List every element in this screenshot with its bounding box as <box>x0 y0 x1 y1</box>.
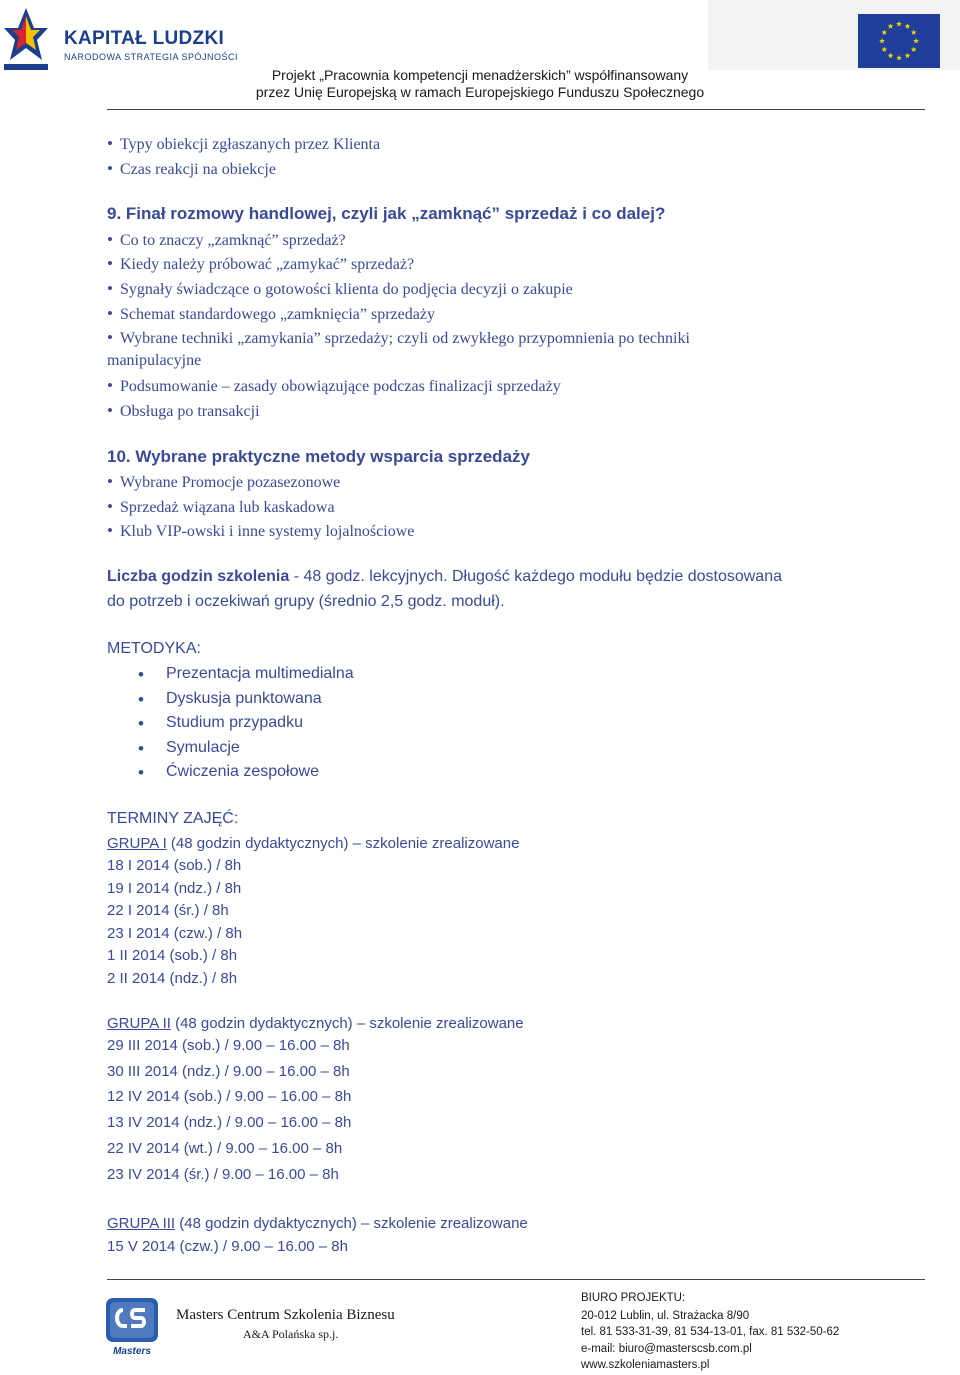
list-item: • Obsługa po transakcji <box>107 401 260 421</box>
kapital-ludzki-subtitle: NARODOWA STRATEGIA SPÓJNOŚCI <box>64 52 239 62</box>
schedule-date: 22 IV 2014 (wt.) / 9.00 – 16.00 – 8h <box>107 1140 343 1157</box>
list-item: • Sygnały świadczące o gotowości klienta do podjęcia decyzji o zakupie <box>107 279 573 299</box>
svg-text:Masters: Masters <box>113 1346 151 1357</box>
bullet-dot: • <box>138 714 144 733</box>
section-10-title: 10. Wybrane praktyczne metody wsparcia sprzedaży <box>107 447 530 466</box>
group-1-name: GRUPA I <box>107 835 167 852</box>
footer-company-sub: A&A Polańska sp.j. <box>243 1327 339 1341</box>
group-3-name: GRUPA III <box>107 1215 176 1232</box>
list-item: Symulacje <box>166 739 240 756</box>
hours-text: - 48 godz. lekcyjnych. Długość każdego modułu będzie dostosowana <box>289 568 782 585</box>
footer-divider <box>107 1279 925 1280</box>
group-3-desc: (48 godzin dydaktycznych) – szkolenie zrealizowane <box>175 1215 528 1232</box>
group-3-header <box>107 1215 528 1232</box>
terminy-title: TERMINY ZAJĘĆ: <box>107 810 239 827</box>
schedule-date: 13 IV 2014 (ndz.) / 9.00 – 16.00 – 8h <box>107 1114 352 1131</box>
footer-office-title: BIURO PROJEKTU: <box>581 1292 686 1304</box>
schedule-date: 2 II 2014 (ndz.) / 8h <box>107 970 238 987</box>
schedule-date: 1 II 2014 (sob.) / 8h <box>107 947 238 964</box>
group-2-desc: (48 godzin dydaktycznych) – szkolenie zrealizowane <box>170 1015 524 1032</box>
footer-company: Masters Centrum Szkolenia Biznesu <box>176 1307 395 1323</box>
bullet-dot: • <box>138 763 144 782</box>
eu-flag-icon <box>858 14 940 68</box>
group-2-header <box>107 1015 524 1032</box>
list-item: Prezentacja multimedialna <box>166 665 354 682</box>
project-line-2: przez Unię Europejską w ramach Europejskiego Funduszu Społecznego <box>255 84 705 100</box>
list-item: Ćwiczenia zespołowe <box>166 763 319 780</box>
footer-address: 20-012 Lublin, ul. Strażacka 8/90 <box>581 1310 750 1322</box>
list-item: • Wybrane Promocje pozasezonowe <box>107 472 340 492</box>
bullet-dot: • <box>138 690 144 709</box>
list-item: • Typy obiekcji zgłaszanych przez Klienta <box>107 134 380 154</box>
list-item: • Co to znaczy „zamknąć” sprzedaż? <box>107 230 346 250</box>
schedule-date: 12 IV 2014 (sob.) / 9.00 – 16.00 – 8h <box>107 1088 352 1105</box>
footer-email: e-mail: biuro@masterscsb.com.pl <box>581 1343 752 1355</box>
schedule-date: 29 III 2014 (sob.) / 9.00 – 16.00 – 8h <box>107 1037 350 1054</box>
list-item: Dyskusja punktowana <box>166 690 322 707</box>
schedule-date: 18 I 2014 (sob.) / 8h <box>107 857 242 874</box>
group-2-name: GRUPA II <box>107 1015 171 1032</box>
schedule-date: 22 I 2014 (śr.) / 8h <box>107 902 229 919</box>
list-item: • Wybrane techniki „zamykania” sprzedaży; czyli od zwykłego przypomnienia po techniki <box>107 328 690 348</box>
bullet-dot: • <box>138 665 144 684</box>
list-item: • Kiedy należy próbować „zamykać” sprzedaż? <box>107 254 414 274</box>
schedule-date: 30 III 2014 (ndz.) / 9.00 – 16.00 – 8h <box>107 1063 350 1080</box>
group-1-desc: (48 godzin dydaktycznych) – szkolenie zrealizowane <box>166 835 520 852</box>
project-line-1: Projekt „Pracownia kompetencji menadżerskich” współfinansowany <box>271 67 689 83</box>
hours-line-1 <box>107 568 782 586</box>
list-item: • Czas reakcji na obiekcje <box>107 159 276 179</box>
hours-label: Liczba godzin szkolenia <box>107 568 290 585</box>
schedule-date: 19 I 2014 (ndz.) / 8h <box>107 880 242 897</box>
list-item-continuation: manipulacyjne <box>107 352 202 369</box>
footer-www: www.szkoleniamasters.pl <box>581 1359 710 1371</box>
schedule-date: 23 I 2014 (czw.) / 8h <box>107 925 243 942</box>
metodyka-title: METODYKA: <box>107 640 201 657</box>
bullet-dot: • <box>138 739 144 758</box>
kapital-ludzki-title: KAPITAŁ LUDZKI <box>64 28 225 49</box>
kapital-ludzki-logo <box>4 6 48 70</box>
section-9-title: 9. Finał rozmowy handlowej, czyli jak „zamknąć” sprzedaż i co dalej? <box>107 204 666 223</box>
list-item: • Podsumowanie – zasady obowiązujące podczas finalizacji sprzedaży <box>107 376 561 396</box>
csb-masters-logo <box>103 1296 161 1358</box>
schedule-date: 15 V 2014 (czw.) / 9.00 – 16.00 – 8h <box>107 1238 348 1255</box>
list-item: • Sprzedaż wiązana lub kaskadowa <box>107 497 335 517</box>
schedule-date: 23 IV 2014 (śr.) / 9.00 – 16.00 – 8h <box>107 1166 339 1183</box>
list-item: • Klub VIP-owski i inne systemy lojalnościowe <box>107 521 414 541</box>
hours-line-2: do potrzeb i oczekiwań grupy (średnio 2,5 godz. moduł). <box>107 593 505 610</box>
group-1-header <box>107 835 519 852</box>
list-item: • Schemat standardowego „zamknięcia” sprzedaży <box>107 304 435 324</box>
footer-phone: tel. 81 533-31-39, 81 534-13-01, fax. 81 532-50-62 <box>581 1326 840 1338</box>
list-item: Studium przypadku <box>166 714 303 731</box>
header-divider <box>107 109 925 110</box>
